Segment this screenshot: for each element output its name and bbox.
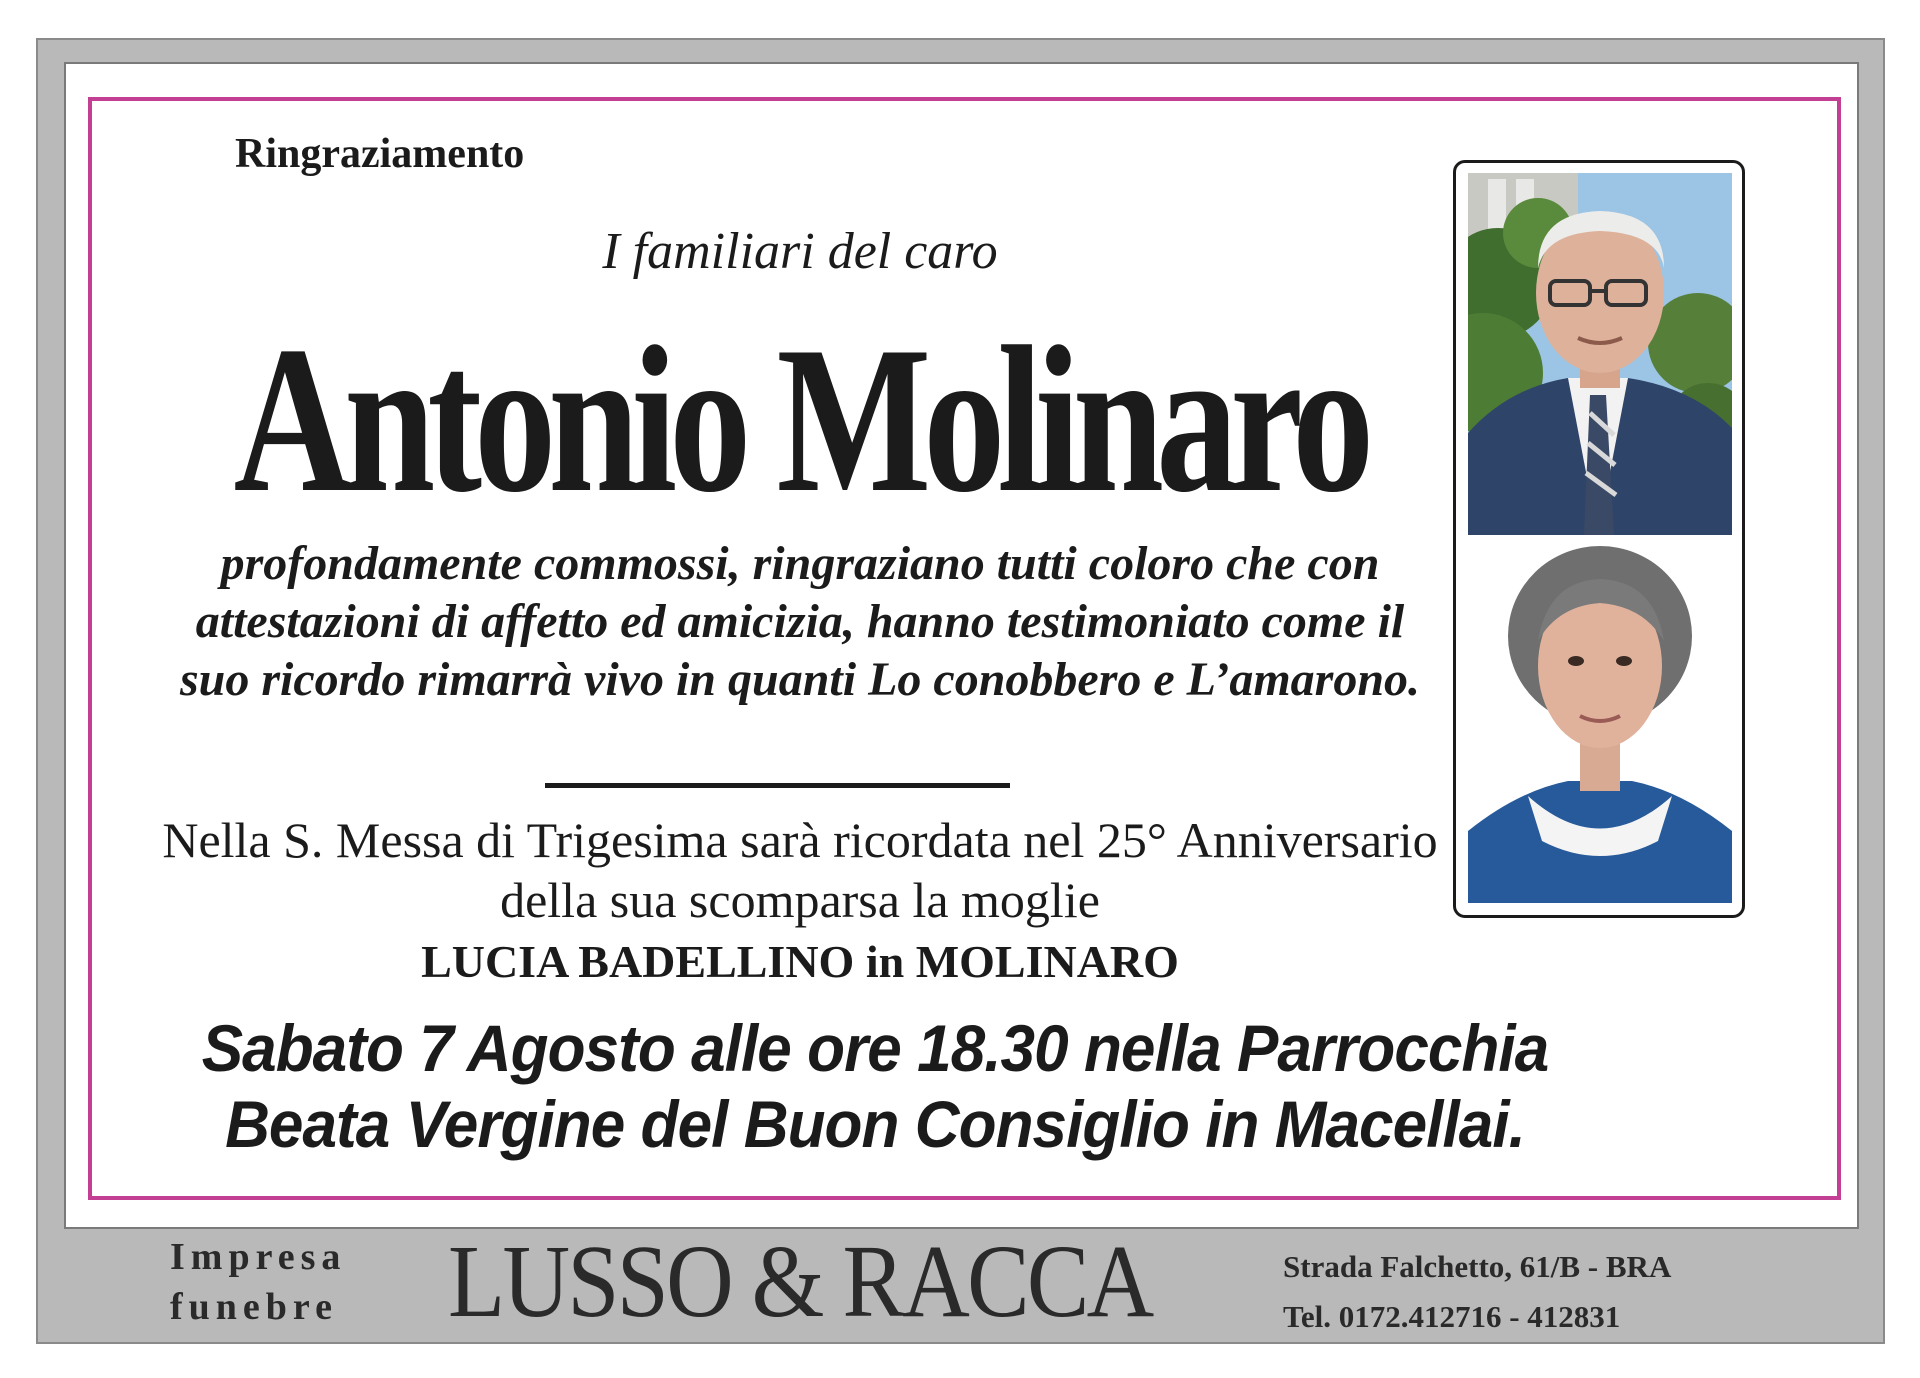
funeral-home-address: Strada Falchetto, 61/B - BRA [1283, 1249, 1672, 1284]
funeral-home-contact [1283, 1242, 1763, 1342]
portrait-wife [1468, 541, 1732, 903]
notice-kicker: Ringraziamento [235, 131, 525, 177]
funeral-home-brand: LUSSO & RACCA [448, 1224, 1152, 1339]
divider [545, 783, 1010, 788]
portrait-frame [1453, 160, 1745, 918]
funeral-home-label: Impresa funebre [170, 1236, 347, 1328]
mass-date-place: Sabato 7 Agosto alle ore 18.30 nella Parrocchia Beata Vergine del Buon Consiglio in Macellai. [201, 1011, 1549, 1161]
funeral-home-phone: Tel. 0172.412716 - 412831 [1283, 1299, 1621, 1334]
portrait-husband-image [1468, 173, 1732, 535]
portrait-husband [1468, 173, 1732, 535]
thanks-paragraph: profondamente commossi, ringraziano tutti coloro che con attestazioni di affetto ed amicizia, hanno testimoniato come il suo ricordo rimarrà vivo in quanti Lo conobbero e L’amarono. [179, 537, 1421, 706]
portrait-wife-image [1468, 541, 1732, 903]
wife-name: LUCIA BADELLINO in MOLINARO [421, 936, 1179, 987]
notice-intro: I familiari del caro [602, 223, 998, 280]
deceased-name: Antonio Molinaro [233, 304, 1367, 536]
mass-announcement: Nella S. Messa di Trigesima sarà ricordata nel 25° Anniversario della sua scomparsa la moglie [162, 812, 1438, 928]
